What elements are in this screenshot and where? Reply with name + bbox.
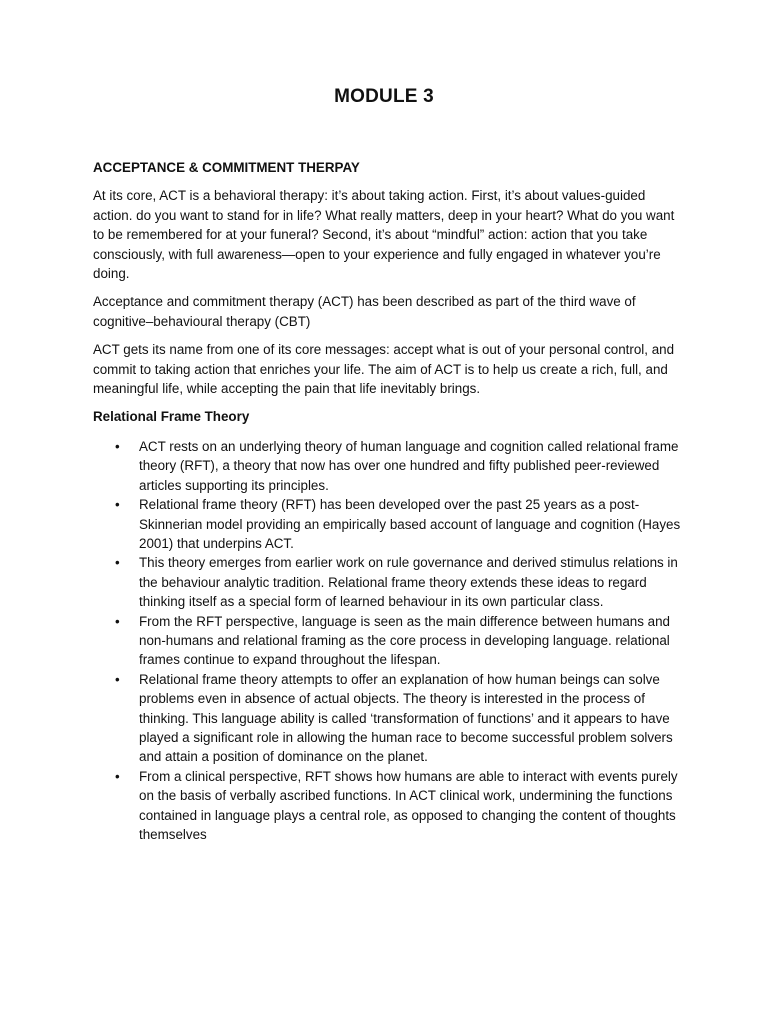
document-body <box>93 158 683 844</box>
list-item-text: ACT rests on an underlying theory of human language and cognition called relational frame theory (RFT), a theory that now has over one hundred and fifty published peer-reviewed articles supporting its principles. <box>139 438 679 493</box>
subsection-heading: Relational Frame Theory <box>93 409 250 425</box>
page-title: MODULE 3 <box>334 86 434 107</box>
list-item <box>93 553 683 611</box>
bullet-list <box>93 437 683 845</box>
list-item <box>93 612 683 670</box>
list-item-text: From the RFT perspective, language is seen as the main difference between humans and non-humans and relational framing as the core process in developing language. relational frames continue to expand throughout the lifespan. <box>139 613 670 668</box>
list-item <box>93 767 683 845</box>
list-item-text: From a clinical perspective, RFT shows how humans are able to interact with events purely on the basis of verbally ascribed functions. In ACT clinical work, undermining the functions contained in language plays a central role, as opposed to changing the content of thoughts themselves <box>139 768 678 842</box>
paragraph: ACT gets its name from one of its core messages: accept what is out of your personal control, and commit to taking action that enriches your life. The aim of ACT is to help us create a rich, full, and meaningful life, while accepting the pain that life inevitably brings. <box>93 342 675 397</box>
bullet-icon: • <box>115 497 120 513</box>
paragraph: Acceptance and commitment therapy (ACT) has been described as part of the third wave of cognitive–behavioural therapy (CBT) <box>93 294 636 329</box>
list-item-text: Relational frame theory (RFT) has been developed over the past 25 years as a post-Skinnerian model providing an empirically based account of language and cognition (Hayes 2001) that underpins ACT. <box>139 497 681 551</box>
bullet-icon: • <box>115 555 120 571</box>
section-heading: ACCEPTANCE & COMMITMENT THERPAY <box>93 160 360 175</box>
list-item <box>93 495 683 553</box>
bullet-icon: • <box>115 768 120 784</box>
list-item <box>93 437 683 495</box>
bullet-icon: • <box>115 671 120 687</box>
paragraph: At its core, ACT is a behavioral therapy: it’s about taking action. First, it’s about values-guided action. do you want to stand for in life? What really matters, deep in your heart? What do you want to be remembered for at your funeral? Second, it’s about “mindful” action: action that you take consciously, with full awareness—open to your experience and fully engaged in whatever you’re doing. <box>93 188 675 282</box>
bullet-icon: • <box>115 613 120 629</box>
bullet-icon: • <box>115 438 120 454</box>
list-item-text: This theory emerges from earlier work on rule governance and derived stimulus relations in the behaviour analytic tradition. Relational frame theory extends these ideas to regard thinking itself as a special form of learned behaviour in its own particular class. <box>139 555 678 610</box>
list-item <box>93 670 683 767</box>
list-item-text: Relational frame theory attempts to offer an explanation of how human beings can solve problems even in absence of actual objects. The theory is interested in the process of thinking. This language ability is called ‘transformation of functions’ and it appears to have played a significant role in allowing the human race to become successful problem solvers and attain a position of dominance on the planet. <box>139 671 673 765</box>
